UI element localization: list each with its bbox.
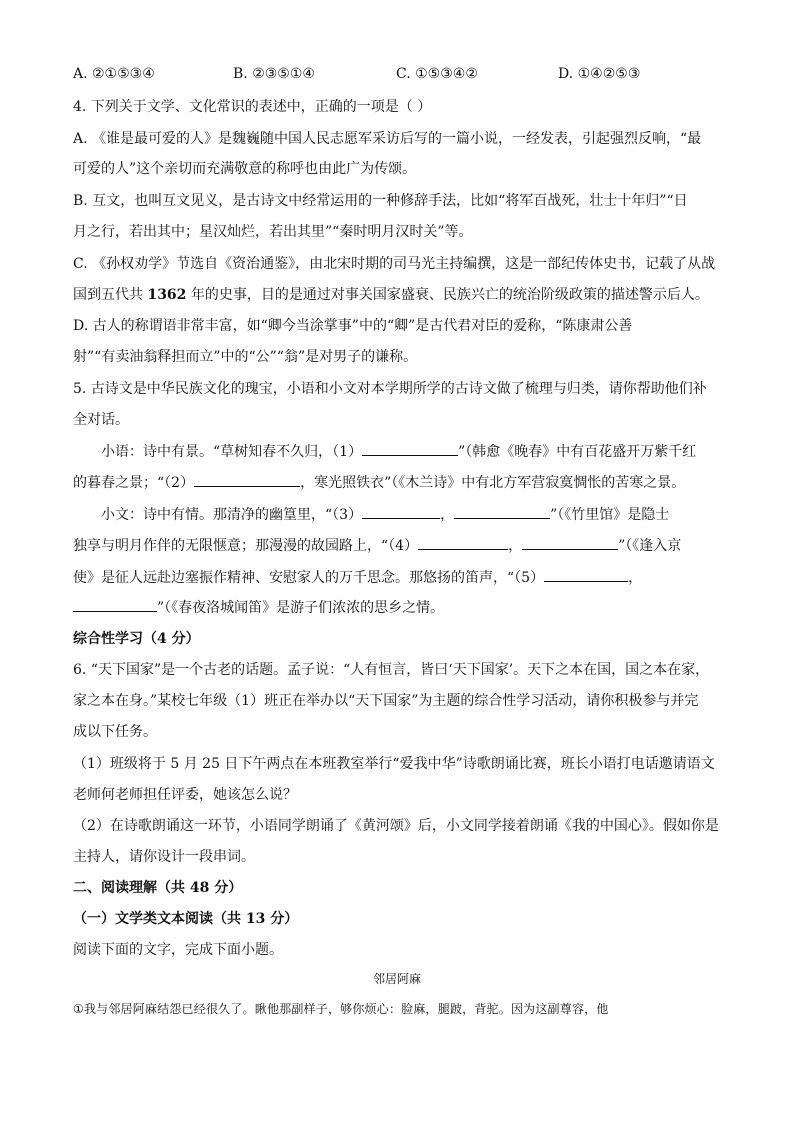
q6-sub2-line2: 主持人，请你设计一段串词。 xyxy=(73,849,255,865)
article-title: 邻居阿麻 xyxy=(372,972,421,986)
reading-instruction: 阅读下面的文字，完成下面小题。 xyxy=(73,942,283,958)
section-integrated-learning: 综合性学习（4 分） xyxy=(73,631,200,647)
option-a: A. ②①⑤③④ xyxy=(73,66,155,82)
q5-p4b: ， xyxy=(508,538,523,554)
option-b: B. ②③⑤①④ xyxy=(233,66,315,82)
q4-option-c-line1: C. 《孙权劝学》节选自《资治通鉴》，由北宋时期的司马光主持编撰，这是一部纪传体史书，记载了从战 xyxy=(73,256,716,272)
option-d: D. ①④②⑤③ xyxy=(558,66,641,82)
q5-stem-line2: 全对话。 xyxy=(73,412,129,428)
q4-option-d-line1: D. 古人的称谓语非常丰富，如“卿今当涂掌事”中的“卿”是古代君对臣的爱称，“陈康肃公善 xyxy=(73,318,633,334)
q5-xiaoyu-line1 xyxy=(101,441,696,462)
q5-xiaowen-line1 xyxy=(101,504,669,525)
q5-p1b: ”（韩愈《晚春》中有百花盛开万紫千红 xyxy=(458,444,697,460)
answer-blank-4a[interactable] xyxy=(418,535,508,550)
q6-stem-line2: 家之本在身。”某校七年级（1）班正在举办以“天下国家”为主题的综合性学习活动，请你积极参与并完 xyxy=(73,693,699,709)
answer-blank-3b[interactable] xyxy=(454,504,550,519)
q5-xiaoyu-line2 xyxy=(73,472,685,493)
q5-p2a: 的暮春之景；“（2） xyxy=(73,475,195,491)
q4-option-b-line2: 月之行，若出其中；星汉灿烂，若出其里”“秦时明月汉时关”等。 xyxy=(73,224,473,240)
article-first-paragraph: ①我与邻居阿麻结怨已经很久了。瞅他那副样子，够你烦心：脸麻，腿跛，背驼。因为这副尊容，他 xyxy=(73,1002,609,1016)
answer-blank-2[interactable] xyxy=(194,472,300,487)
q4-option-d-line2: 射”“有卖油翁释担而立”中的“公”“翁”是对男子的谦称。 xyxy=(73,349,418,365)
q4-c2-year: 1362 xyxy=(147,287,187,303)
answer-blank-5b[interactable] xyxy=(73,597,157,612)
q4-c2-pre: 国到五代共 xyxy=(73,287,148,303)
q5-p4c: ”（《逢入京 xyxy=(618,538,682,554)
q6-stem-line1: 6. “天下国家”是一个古老的话题。孟子说：“人有恒言，皆曰‘天下国家’。天下之本在国，国之本在家， xyxy=(73,662,710,678)
section-literary-reading: （一）文学类文本阅读（共 13 分） xyxy=(73,911,299,927)
q6-sub2-line1: （2）在诗歌朗诵这一环节，小语同学朗诵了《黄河颂》后，小文同学接着朗诵《我的中国心》。假如你是 xyxy=(73,818,719,834)
section-reading: 二、阅读理解（共 48 分） xyxy=(73,880,243,896)
q5-xiaowen-line4 xyxy=(73,597,444,618)
answer-blank-1[interactable] xyxy=(362,441,458,456)
q5-p3c: ”（《竹里馆》是隐士 xyxy=(550,507,670,523)
answer-blank-4b[interactable] xyxy=(522,535,618,550)
q6-stem-line3: 成以下任务。 xyxy=(73,724,157,740)
q4-option-a-line2: 可爱的人”这个亲切而充满敬意的称呼也由此广为传颂。 xyxy=(73,161,417,177)
q5-p5a: 使》是征人远赴边塞振作精神、安慰家人的万千思念。那悠扬的笛声，“（5） xyxy=(73,570,545,586)
q5-p2b: ，寒光照铁衣”（《木兰诗》中有北方军营寂寞惆怅的苦寒之景。 xyxy=(300,475,686,491)
q5-p1a: 小语：诗中有景。“草树知春不久归，（1） xyxy=(101,444,363,460)
answer-blank-3a[interactable] xyxy=(362,504,440,519)
q6-sub1-line1: （1）班级将于 5 月 25 日下午两点在本班教室举行“爱我中华”诗歌朗诵比赛，班长小语打电话邀请语文 xyxy=(73,756,715,772)
q5-p3b: ， xyxy=(440,507,455,523)
q6-sub1-line2: 老师何老师担任评委，她该怎么说？ xyxy=(73,787,297,803)
q5-p4a: 独享与明月作伴的无限惬意；那漫漫的故园路上，“（4） xyxy=(73,538,419,554)
answer-blank-5a[interactable] xyxy=(544,567,628,582)
q5-stem-line1: 5. 古诗文是中华民族文化的瑰宝，小语和小文对本学期所学的古诗文做了梳理与归类，请你帮助他们补 xyxy=(73,381,707,397)
q4-option-a-line1: A. 《谁是最可爱的人》是魏巍随中国人民志愿军采访后写的一篇小说，一经发表，引起强烈反响，“最 xyxy=(73,131,702,147)
q4-stem: 4. 下列关于文学、文化常识的表述中，正确的一项是（ ） xyxy=(73,99,432,115)
q5-p3a: 小文：诗中有情。那清净的幽篁里，“（3） xyxy=(101,507,363,523)
q5-p5b: ， xyxy=(628,570,643,586)
option-c: C. ①⑤③④② xyxy=(396,66,478,82)
q5-p6: ”（《春夜洛城闻笛》是游子们浓浓的思乡之情。 xyxy=(157,600,445,616)
q4-option-c-line2 xyxy=(73,285,709,305)
q5-xiaowen-line3 xyxy=(73,567,642,588)
q4-c2-post: 年的史事，目的是通过对事关国家盛衰、民族兴亡的统治阶级政策的描述警示后人。 xyxy=(186,287,709,303)
q5-xiaowen-line2 xyxy=(73,535,681,556)
q4-option-b-line1: B. 互文，也叫互文见义，是古诗文中经常运用的一种修辞手法，比如“将军百战死，壮士十年归”“日 xyxy=(73,193,688,209)
